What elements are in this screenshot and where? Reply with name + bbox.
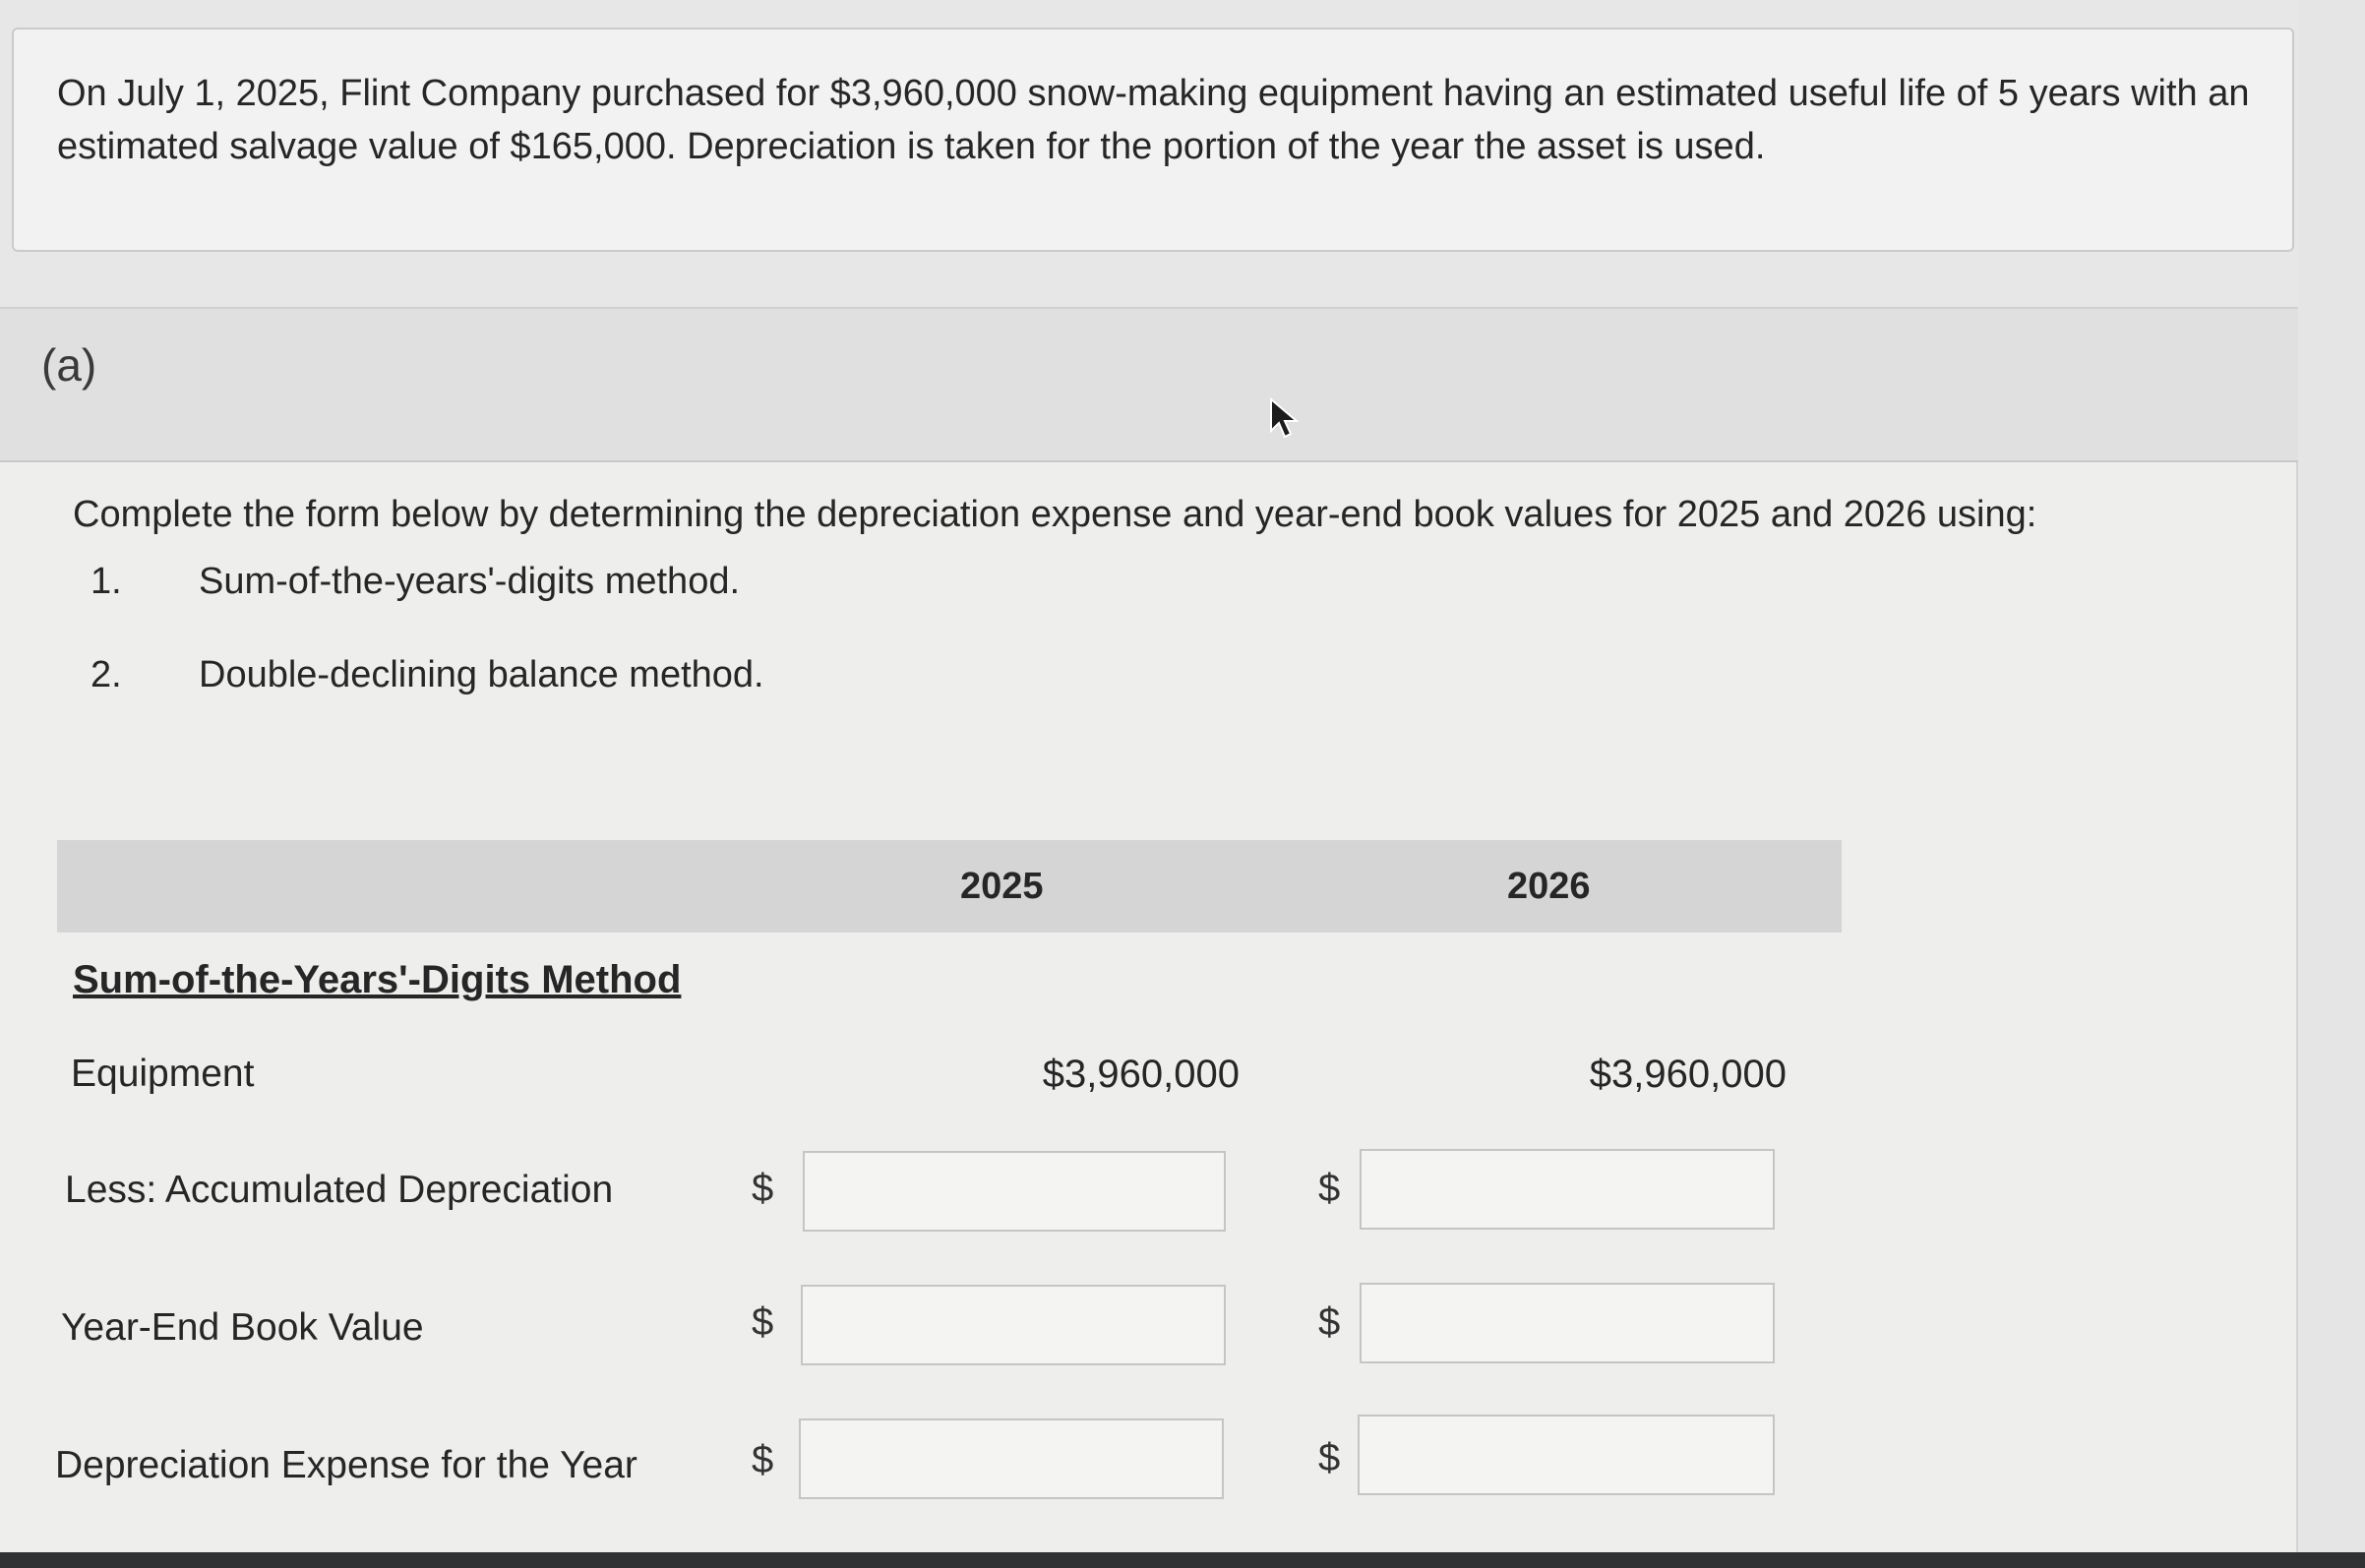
section-title: Sum-of-the-Years'-Digits Method <box>73 958 682 1001</box>
year-end-book-value-label: Year-End Book Value <box>61 1306 424 1349</box>
problem-statement-box <box>12 28 2294 252</box>
accumulated-depreciation-label: Less: Accumulated Depreciation <box>65 1169 614 1211</box>
method-text: Double-declining balance method. <box>199 654 764 695</box>
bottom-edge-bar <box>0 1552 2365 1568</box>
part-a-header <box>0 307 2298 462</box>
currency-symbol: $ <box>1318 1167 1341 1210</box>
depreciation-expense-2025-input[interactable] <box>799 1418 1224 1499</box>
method-item <box>91 561 764 654</box>
part-label: (a) <box>41 339 97 391</box>
year-end-book-value-2026-input[interactable] <box>1360 1283 1775 1363</box>
equipment-value-2025: $3,960,000 <box>1042 1053 1240 1096</box>
part-a-content <box>0 462 2298 1554</box>
method-list <box>91 561 764 748</box>
currency-symbol: $ <box>1318 1300 1341 1344</box>
equipment-value-2026: $3,960,000 <box>1589 1053 1787 1096</box>
depreciation-expense-2026-input[interactable] <box>1358 1415 1775 1495</box>
depreciation-expense-label: Depreciation Expense for the Year <box>55 1444 637 1486</box>
column-header-2026: 2026 <box>1507 866 1591 907</box>
equipment-label: Equipment <box>71 1053 255 1095</box>
year-end-book-value-2025-input[interactable] <box>801 1285 1226 1365</box>
column-header-2025: 2025 <box>960 866 1044 907</box>
currency-symbol: $ <box>752 1438 774 1481</box>
currency-symbol: $ <box>1318 1436 1341 1479</box>
mouse-pointer-icon <box>1269 397 1303 441</box>
instructions-text: Complete the form below by determining the depreciation expense and year-end book values for 2025 and 2026 using: <box>73 494 2037 535</box>
problem-statement-text: On July 1, 2025, Flint Company purchased for $3,960,000 snow-making equipment having an estimated useful life of 5 years with an estimated salvage value of $165,000. Depreciation is taken for the portion of the year the asset is used. <box>57 73 2250 167</box>
accumulated-depreciation-2026-input[interactable] <box>1360 1149 1775 1230</box>
method-number: 1. <box>91 561 122 602</box>
currency-symbol: $ <box>752 1167 774 1210</box>
page-background-strip <box>2298 0 2365 1552</box>
method-text: Sum-of-the-years'-digits method. <box>199 561 741 602</box>
currency-symbol: $ <box>752 1300 774 1344</box>
method-number: 2. <box>91 654 122 695</box>
table-header <box>57 840 1842 933</box>
accumulated-depreciation-2025-input[interactable] <box>803 1151 1226 1232</box>
method-item <box>91 654 764 748</box>
